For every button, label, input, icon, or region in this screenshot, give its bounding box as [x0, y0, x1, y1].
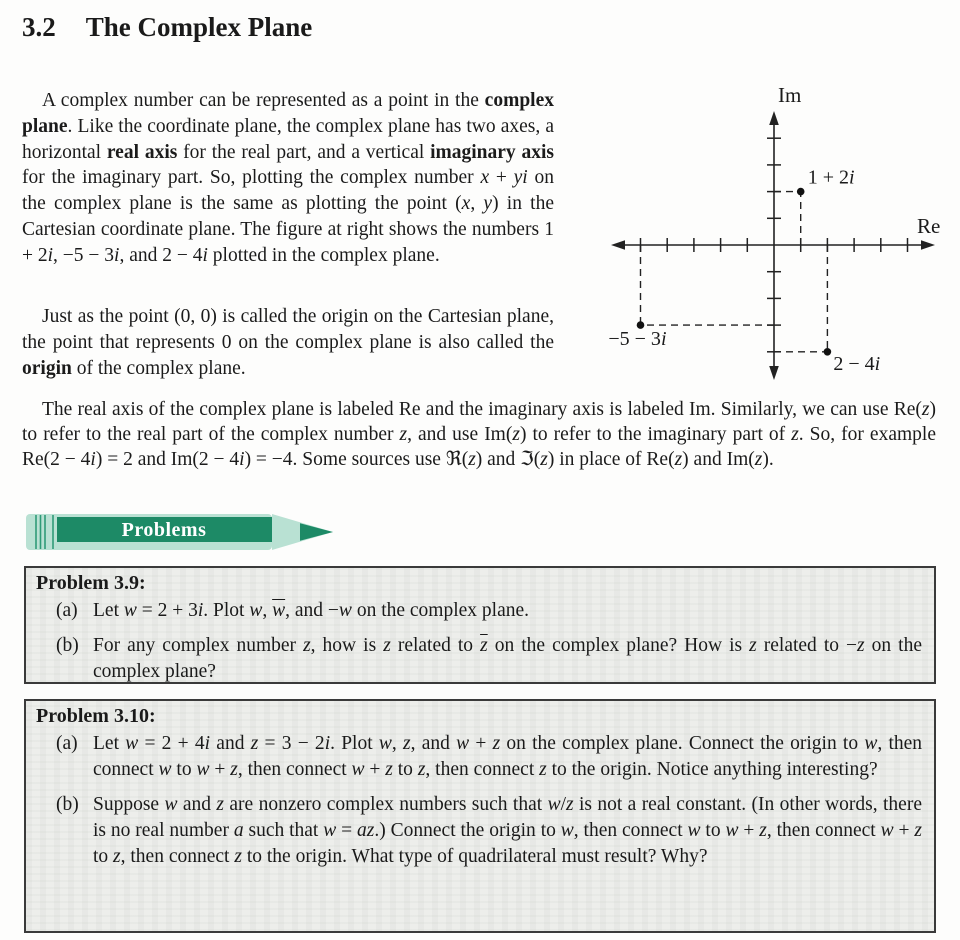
complex-plane-figure [565, 80, 945, 392]
item-text: Suppose w and z are nonzero complex numbers such that w/z is not a real constant. (In other words, there is no real number a such that w = az.) Connect the origin to w, then connect w to w + z, then connect w + z to z, then connect z to the origin. What type of quadrilateral must result? Why? [93, 794, 923, 867]
item-label: (b) [56, 794, 79, 815]
problems-banner-label: Problems [121, 519, 207, 541]
re-axis [611, 214, 940, 250]
plot-point [797, 188, 805, 196]
pencil-tip-point-icon [300, 523, 333, 541]
problem-box-3-9 [24, 566, 936, 684]
item-text: Let w = 2 + 3i. Plot w, $\overline{w}$, and −w on the complex plane. [93, 600, 530, 621]
problem-3-9-header: Problem 3.9: [36, 572, 146, 594]
problem-item [36, 598, 922, 624]
point-label: 1 + 2i [807, 166, 855, 189]
section-title: The Complex Plane [85, 12, 313, 42]
im-axis-top-arrow-icon [769, 111, 779, 125]
plot-point [824, 348, 832, 356]
item-text: Let w = 2 + 4i and z = 3 − 2i. Plot w, z, and w + z on the complex plane. Connect the origin to w, then connect w to w + z, then connect w + z to z, then connect z to the origin. Notice anything interesting? [93, 733, 923, 780]
im-axis-label: Im [778, 83, 802, 107]
re-axis-label: Re [917, 214, 941, 238]
item-label: (b) [56, 635, 79, 656]
item-label: (a) [56, 600, 78, 621]
re-axis-right-arrow-icon [921, 240, 935, 250]
point-label: −5 − 3i [608, 328, 667, 351]
im-axis [769, 83, 801, 380]
complex-plane-svg [565, 80, 945, 390]
problem-item [36, 633, 922, 684]
section-heading [22, 12, 312, 42]
point-label: 2 − 4i [833, 352, 881, 375]
problems-banner [26, 512, 338, 552]
im-axis-bottom-arrow-icon [769, 366, 779, 380]
section-number: 3.2 [22, 12, 56, 42]
intro-paragraph-3: The real axis of the complex plane is labeled Re and the imaginary axis is labeled Im. Similarly, we can use Re(z) to refer to the real part of the complex number z, and use Im(z) to refer to the imaginary part of z. So, for example Re(2 − 4i) = 2 and Im(2 − 4i) = −4. Some sources use ℜ(z) and ℑ(z) in place of Re(z) and Im(z). [22, 399, 936, 471]
plotted-points [608, 167, 880, 375]
re-axis-left-arrow-icon [611, 240, 625, 250]
problem-item [36, 731, 922, 783]
intro-paragraph-2: Just as the point (0, 0) is called the origin on the Cartesian plane, the point that represents 0 on the complex plane is also called the origin of the complex plane. [22, 306, 554, 379]
item-label: (a) [56, 733, 78, 754]
problem-box-3-10 [24, 699, 936, 933]
item-text: For any complex number z, how is z related to $\overline{z}$ on the complex plane? How is z related to −z on the complex plane? [93, 635, 922, 682]
problem-item [36, 792, 922, 870]
problem-3-10-header: Problem 3.10: [36, 705, 156, 727]
intro-paragraph-1: A complex number can be represented as a point in the complex plane. Like the coordinate plane, the complex plane has two axes, a horizontal real axis for the real part, and a vertical imaginary axis for the imaginary part. So, plotting the complex number x + yi on the complex plane is the same as plotting the point (x, y) in the Cartesian coordinate plane. The figure at right shows the numbers 1 + 2i, −5 − 3i, and 2 − 4i plotted in the complex plane. [22, 90, 555, 266]
